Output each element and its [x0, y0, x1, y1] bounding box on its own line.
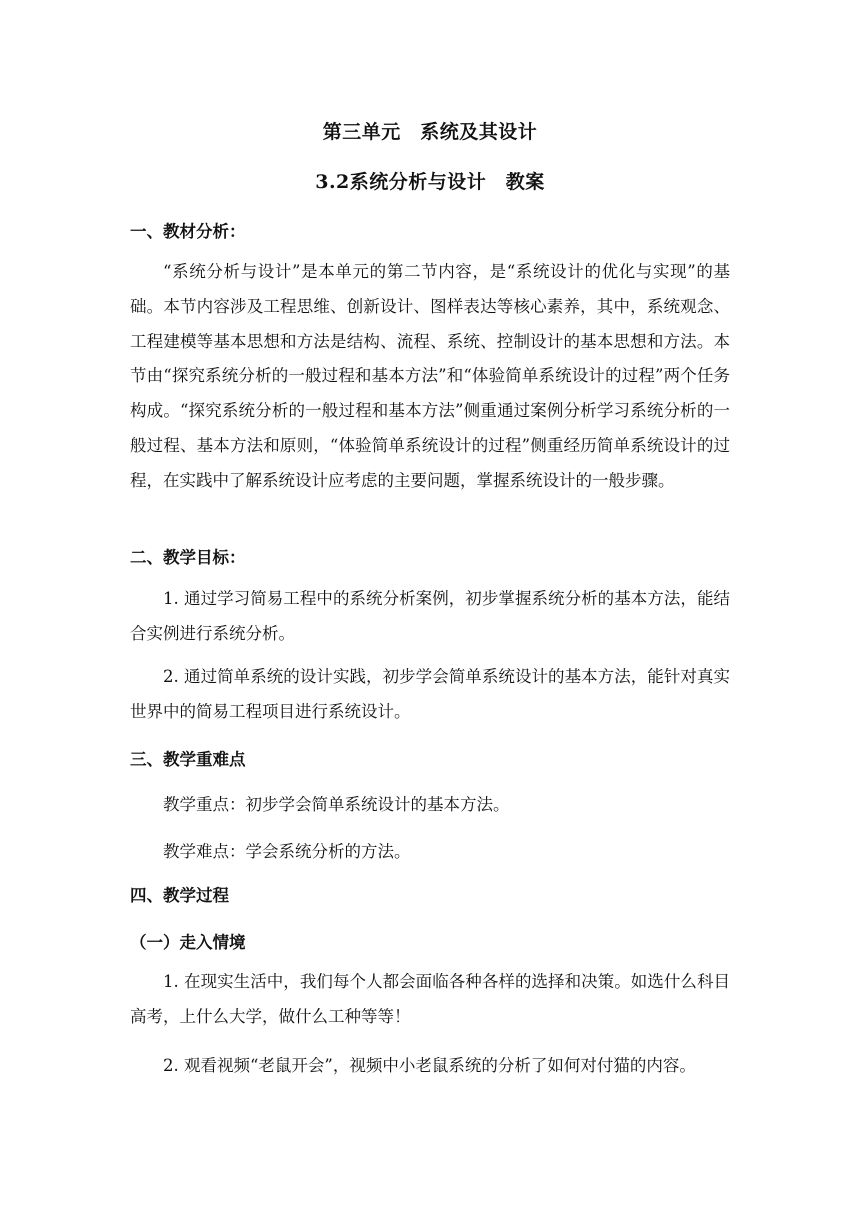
document-subtitle: 3.2系统分析与设计 教案 [315, 171, 545, 193]
textbook-analysis-paragraph: “系统分析与设计”是本单元的第二节内容，是“系统设计的优化与实现”的基础。本节内容涉及工程思维、创新设计、图样表达等核心素养，其中，系统观念、工程建模等基本思想和方法是结构、流程、系统、控制设计的基本思想和方法。本节由“探究系统分析的一般过程和基本方法”和“体验简单系统设计的过程”两个任务构成。“探究系统分析的一般过程和基本方法”侧重通过案例分析学习系统分析的一般过程、基本方法和原则，“体验简单系统设计的过程”侧重经历简单系统设计的过程，在实践中了解系统设计应考虑的主要问题，掌握系统设计的一般步骤。 [130, 262, 730, 490]
process-item: 1. 在现实生活中，我们每个人都会面临各种各样的选择和决策。如选什么科目高考，上什么大学，做什么工种等等！ [130, 972, 730, 1026]
section-heading-teaching-process: 四、教学过程 [130, 886, 229, 905]
objective-item: 1. 通过学习简易工程中的系统分析案例，初步掌握系统分析的基本方法，能结合实例进行系统分析。 [130, 589, 730, 643]
document-title: 第三单元 系统及其设计 [322, 121, 538, 143]
section-heading-key-difficult-points: 三、教学重难点 [130, 750, 246, 769]
process-item: 2. 观看视频“老鼠开会”，视频中小老鼠系统的分析了如何对付猫的内容。 [163, 1056, 696, 1075]
section-heading-textbook-analysis: 一、教材分析： [130, 222, 246, 241]
objective-item: 2. 通过简单系统的设计实践，初步学会简单系统设计的基本方法，能针对真实世界中的简易工程项目进行系统设计。 [130, 667, 730, 721]
difficult-point: 教学难点：学会系统分析的方法。 [163, 842, 411, 861]
key-point: 教学重点：初步学会简单系统设计的基本方法。 [163, 795, 510, 814]
subsection-heading-situation: （一）走入情境 [130, 933, 246, 952]
section-heading-teaching-objectives: 二、教学目标： [130, 548, 246, 567]
